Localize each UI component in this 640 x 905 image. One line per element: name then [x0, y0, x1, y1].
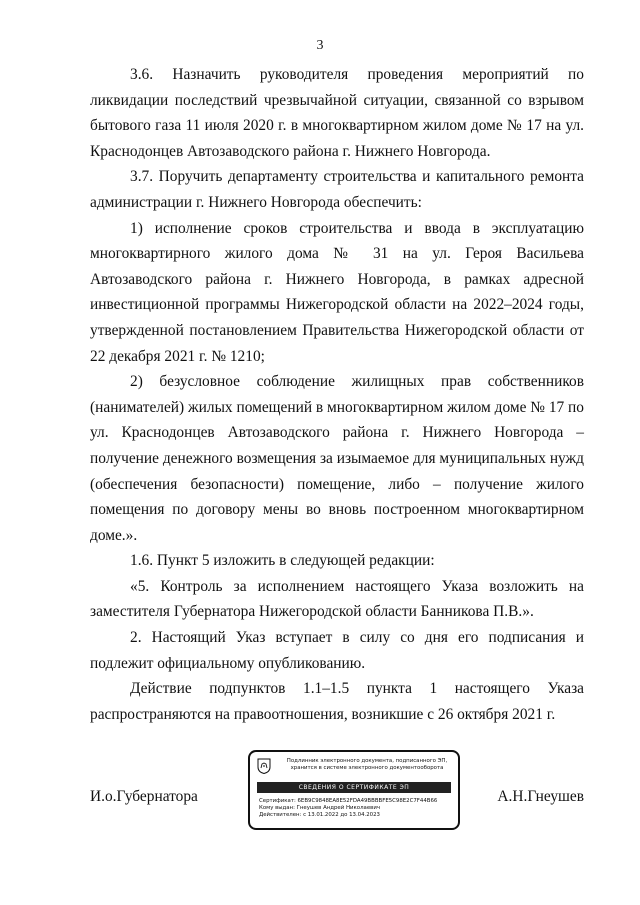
paragraph-3-7: 3.7. Поручить департаменту строительства и капитального ремонта администрации г. Нижнего Новгорода обеспечить:	[90, 168, 584, 211]
document-body	[90, 62, 584, 727]
paragraph-1-6: 1.6. Пункт 5 изложить в следующей редакции:	[130, 552, 435, 570]
signatory-position: И.о.Губернатора	[90, 788, 198, 805]
stamp-owner: Кому выдан: Гнеушев Андрей Николаевич	[259, 805, 381, 811]
signatory-name: А.Н.Гнеушев	[497, 788, 584, 805]
paragraph-item-5: «5. Контроль за исполнением настоящего Указа возложить на заместителя Губернатора Нижегородской области Банникова П.В.».	[90, 577, 584, 621]
stamp-details	[259, 798, 453, 819]
coat-of-arms-icon	[257, 758, 271, 774]
stamp-header-line-1: Подлинник электронного документа, подписанного ЭП,	[286, 758, 448, 764]
paragraph-3-7-item-2: 2) безусловное соблюдение жилищных прав собственников (нанимателей) жилых помещений в многоквартирном жилом доме № 17 по ул. Краснодонцев Автозаводского района г. Нижнего Новгорода – получение денежного возмещения за изымаемое для муниципальных нужд (обеспечения безопасности) помещение, либо – получение жилого помещения по договору мены во вновь построенном многоквартирном доме.».	[90, 373, 585, 544]
page-number: 3	[316, 38, 324, 53]
paragraph-2: 2. Настоящий Указ вступает в силу со дня его подписания и подлежит официальному опубликованию.	[90, 629, 584, 672]
electronic-signature-stamp	[248, 750, 460, 830]
paragraph-effect: Действие подпунктов 1.1–1.5 пункта 1 настоящего Указа распространяются на правоотношения, возникшие с 26 октября 2021 г.	[90, 680, 584, 723]
stamp-certificate: Сертификат: 6EB9C9848EA8E52FDA49BBBBFE5C98E2C7F44B66	[259, 798, 438, 804]
stamp-header	[278, 758, 456, 772]
paragraph-3-7-item-1: 1) исполнение сроков строительства и ввода в эксплуатацию многоквартирного жилого дома № 31 на ул. Героя Васильева Автозаводского района г. Нижнего Новгорода, в рамках адресной инвестиционной программы Нижегородской области на 2022–2024 годы, утвержденной постановлением Правительства Нижегородской области от 22 декабря 2021 г. № 1210;	[90, 219, 584, 365]
stamp-header-line-2: хранится в системе электронного документооборота	[290, 765, 444, 771]
stamp-title: СВЕДЕНИЯ О СЕРТИФИКАТЕ ЭП	[257, 782, 451, 793]
stamp-validity: Действителен: с 13.01.2022 до 13.04.2023	[259, 812, 380, 818]
paragraph-3-6: 3.6. Назначить руководителя проведения мероприятий по ликвидации последствий чрезвычайной ситуации, связанной со взрывом бытового газа 11 июля 2020 г. в многоквартирном жилом доме № 17 на ул. Краснодонцев Автозаводского района г. Нижнего Новгорода.	[90, 66, 584, 160]
